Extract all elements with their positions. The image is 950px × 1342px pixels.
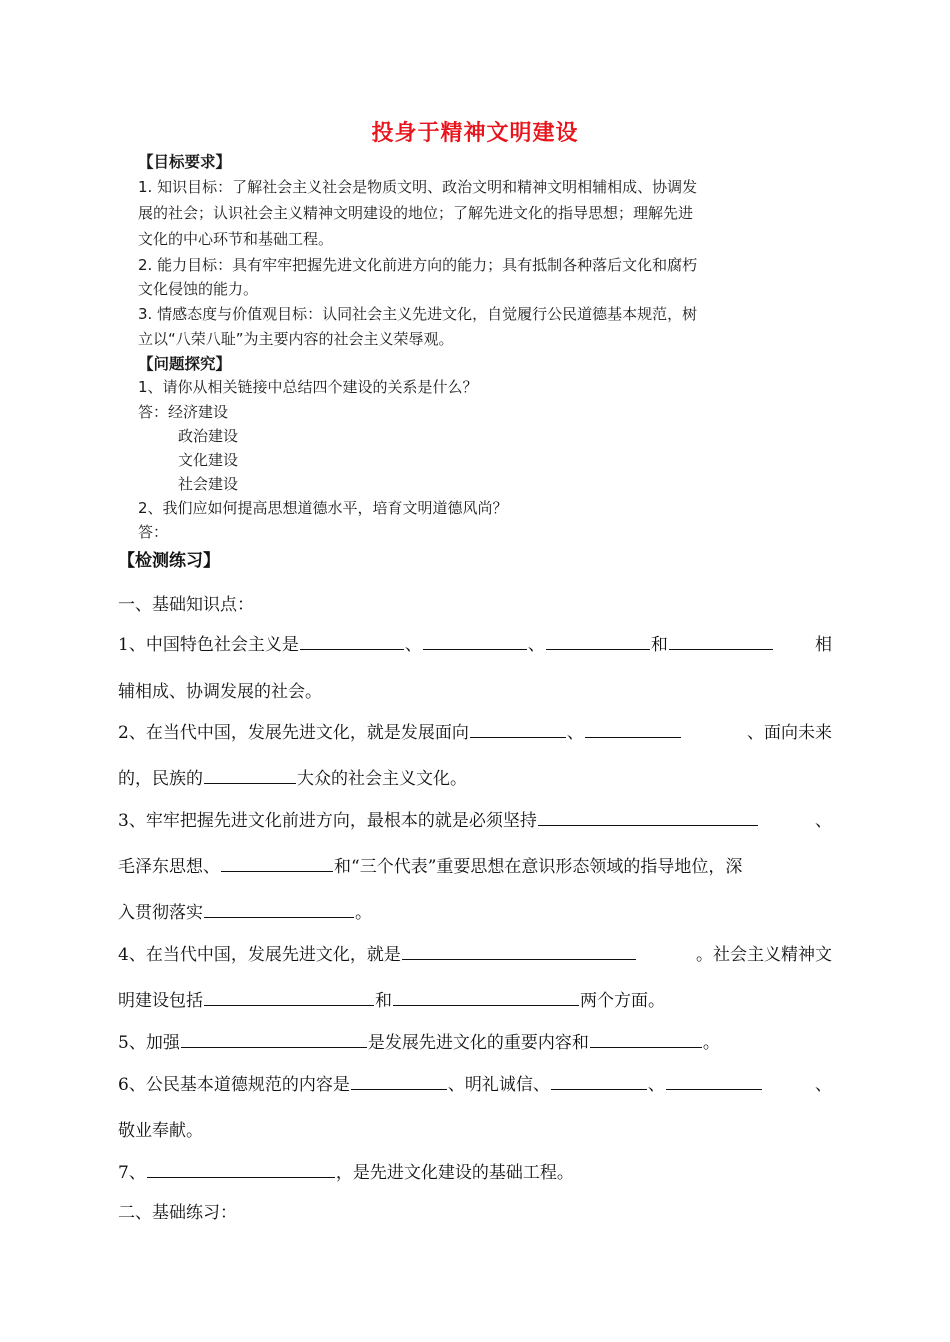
question-2: 2、在当代中国，发展先进文化，就是发展面向 、 、面向未来 [118, 718, 832, 743]
fill-blank[interactable] [402, 942, 636, 960]
answer-1-row [138, 401, 228, 422]
question-7: 7、 ，是先进文化建设的基础工程。 [118, 1158, 574, 1183]
inquiry-heading: 【问题探究】 [138, 355, 232, 373]
page-title: 投身于精神文明建设 [371, 120, 579, 146]
fill-blank[interactable] [538, 808, 758, 826]
question-3-line-2: 毛泽东思想、 和“三个代表”重要思想在意识形态领域的指导地位，深 [118, 852, 742, 877]
fill-blank[interactable] [204, 766, 296, 784]
fill-blank[interactable] [181, 1030, 367, 1048]
question-6-cont: 敬业奉献。 [118, 1121, 203, 1141]
question-1: 1、中国特色社会主义是 、 、 和 相 [118, 630, 832, 655]
question-1-cont: 辅相成、协调发展的社会。 [118, 682, 322, 702]
answer-item: 经济建设 [168, 403, 229, 421]
objective-line: 2. 能力目标：具有牢牢把握先进文化前进方向的能力；具有抵制各种落后文化和腐朽 [138, 256, 698, 274]
inquiry-question-2: 2、我们应如何提高思想道德水平，培育文明道德风尚？ [138, 499, 508, 517]
objectives-heading: 【目标要求】 [138, 153, 232, 171]
fill-blank[interactable] [666, 1072, 762, 1090]
objective-line: 1. 知识目标：了解社会主义社会是物质文明、政治文明和精神文明相辅相成、协调发 [138, 178, 698, 196]
practice-heading: 【检测练习】 [118, 551, 220, 571]
question-3: 3、牢牢把握先进文化前进方向，最根本的就是必须坚持 、 [118, 806, 832, 831]
fill-blank[interactable] [669, 632, 773, 650]
fill-blank[interactable] [351, 1072, 447, 1090]
fill-blank[interactable] [300, 632, 404, 650]
answer-item: 文化建设 [178, 451, 239, 469]
section-2-heading: 二、基础练习： [118, 1203, 237, 1223]
fill-blank[interactable] [204, 988, 374, 1006]
fill-blank[interactable] [393, 988, 579, 1006]
fill-blank[interactable] [551, 1072, 647, 1090]
question-2-cont: 的，民族的 大众的社会主义文化。 [118, 764, 467, 789]
fill-blank[interactable] [546, 632, 650, 650]
section-1-heading: 一、基础知识点： [118, 595, 254, 615]
objective-line: 文化侵蚀的能力。 [138, 280, 259, 298]
question-6: 6、公民基本道德规范的内容是 、明礼诚信、 、 、 [118, 1070, 832, 1095]
fill-blank[interactable] [204, 900, 354, 918]
answer-2-prefix: 答： [138, 523, 169, 541]
objective-line: 立以“八荣八耻”为主要内容的社会主义荣辱观。 [138, 330, 454, 348]
objective-line: 文化的中心环节和基础工程。 [138, 230, 334, 248]
question-3-line-3: 入贯彻落实 。 [118, 898, 372, 923]
fill-blank[interactable] [423, 632, 527, 650]
inquiry-question-1: 1、请你从相关链接中总结四个建设的关系是什么？ [138, 378, 478, 396]
fill-blank[interactable] [147, 1160, 335, 1178]
question-4-line-2: 明建设包括 和 两个方面。 [118, 986, 665, 1011]
objective-line: 展的社会；认识社会主义精神文明建设的地位；了解先进文化的指导思想；理解先进 [138, 204, 694, 222]
answer-item: 政治建设 [178, 427, 239, 445]
question-4: 4、在当代中国，发展先进文化，就是 。社会主义精神文 [118, 940, 832, 965]
question-5: 5、加强 是发展先进文化的重要内容和 。 [118, 1028, 720, 1053]
fill-blank[interactable] [470, 720, 566, 738]
fill-blank[interactable] [221, 854, 333, 872]
objective-line: 3. 情感态度与价值观目标：认同社会主义先进文化，自觉履行公民道德基本规范，树 [138, 305, 698, 323]
answer-prefix: 答： [138, 403, 169, 421]
fill-blank[interactable] [585, 720, 681, 738]
answer-item: 社会建设 [178, 475, 239, 493]
fill-blank[interactable] [590, 1030, 702, 1048]
